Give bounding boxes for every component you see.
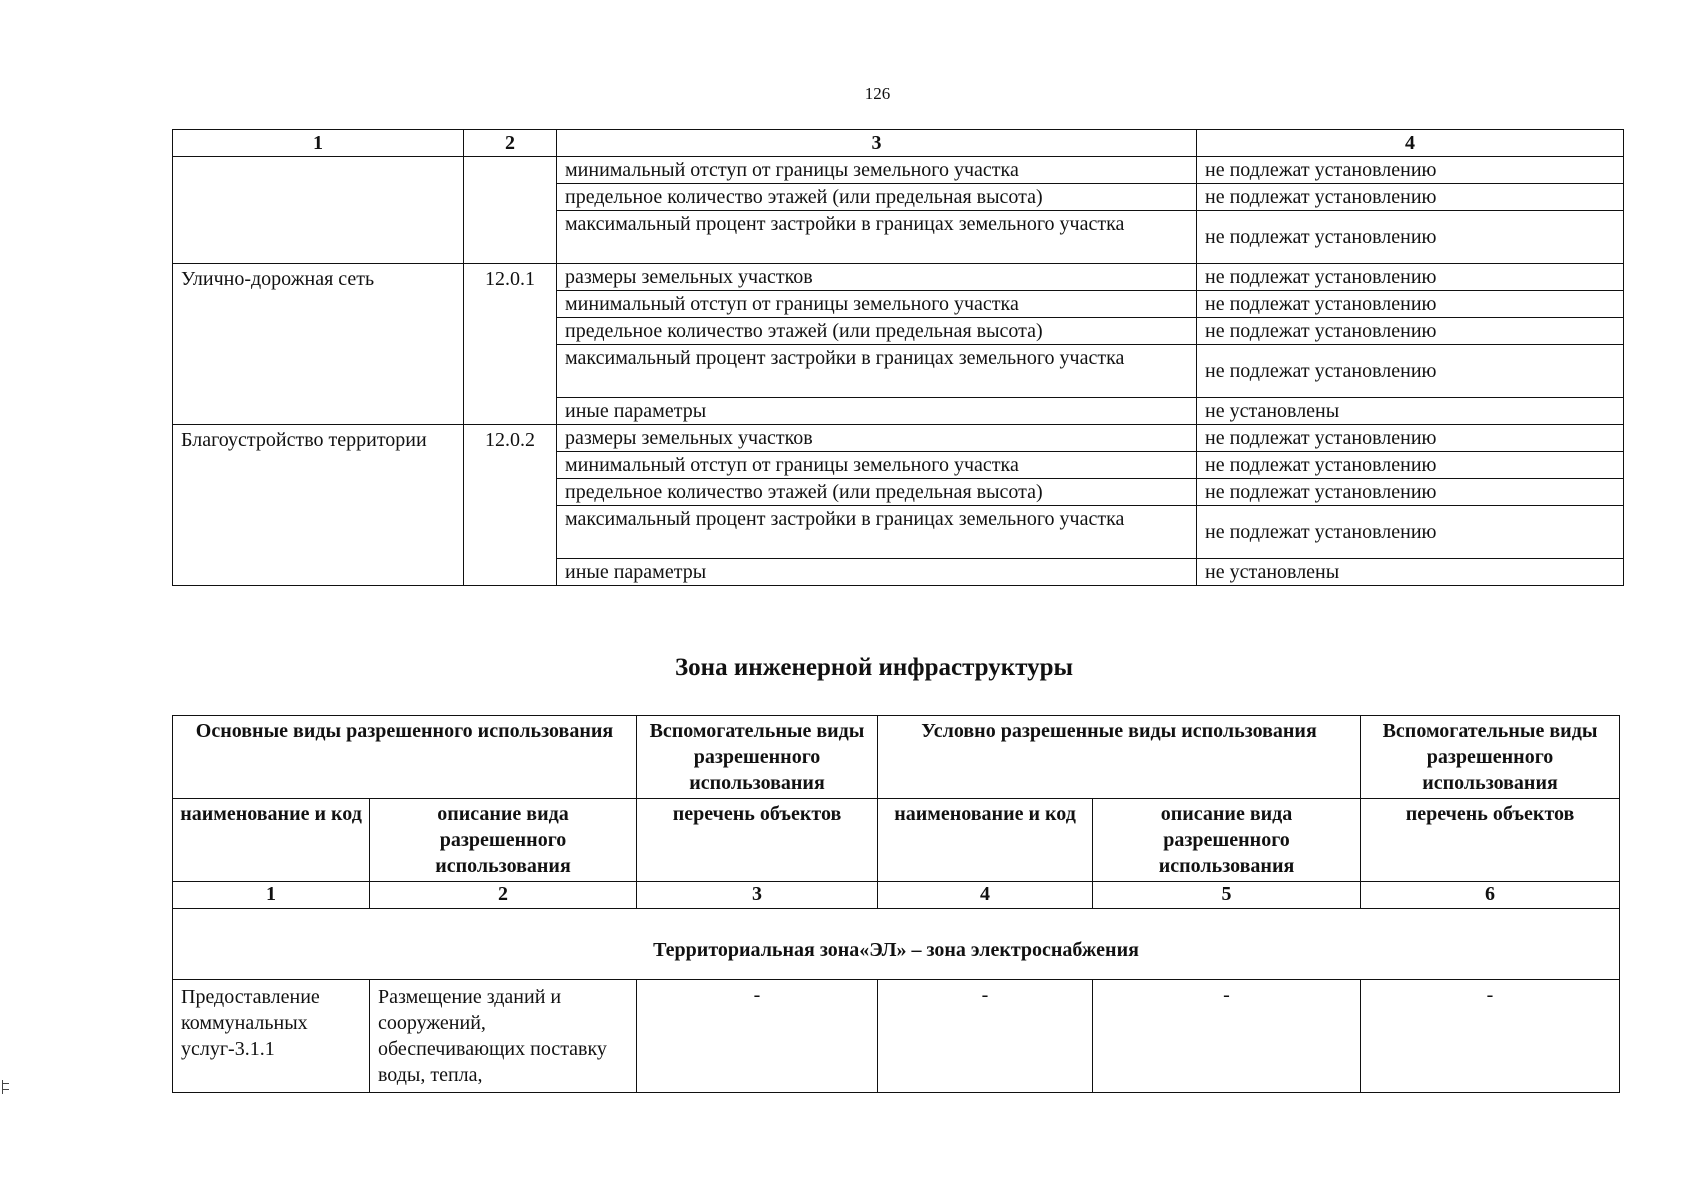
value-cell: не подлежат установлению bbox=[1197, 157, 1624, 184]
header-objects-list: перечень объектов bbox=[637, 799, 878, 882]
header-auxiliary-uses-conditional: Вспомогательные виды разрешенного использования bbox=[1361, 716, 1620, 799]
value-cell: не подлежат установлению bbox=[1197, 264, 1624, 291]
dash-cell: - bbox=[1361, 980, 1620, 1093]
column-number-3: 3 bbox=[557, 130, 1197, 157]
param-cell: иные параметры bbox=[557, 559, 1197, 586]
header-description: описание вида разрешенного использования bbox=[1093, 799, 1361, 882]
header-description: описание вида разрешенного использования bbox=[370, 799, 637, 882]
param-cell: минимальный отступ от границы земельного участка bbox=[557, 157, 1197, 184]
value-cell: не подлежат установлению bbox=[1197, 479, 1624, 506]
zone-title-row bbox=[173, 909, 1620, 980]
header-name-code: наименование и код bbox=[173, 799, 370, 882]
page-number: 126 bbox=[864, 84, 891, 103]
use-name-cell: Предоставление коммунальных услуг-3.1.1 bbox=[173, 980, 370, 1093]
dash-cell: - bbox=[1093, 980, 1361, 1093]
column-number-1: 1 bbox=[173, 882, 370, 909]
zone-uses-table bbox=[172, 715, 1620, 1093]
header-name-code: наименование и код bbox=[878, 799, 1093, 882]
header-auxiliary-uses: Вспомогательные виды разрешенного использования bbox=[637, 716, 878, 799]
column-number-5: 5 bbox=[1093, 882, 1361, 909]
value-cell: не подлежат установлению bbox=[1197, 345, 1624, 398]
use-name-cell: Благоустройство территории bbox=[173, 425, 464, 586]
value-cell: не подлежат установлению bbox=[1197, 211, 1624, 264]
param-cell: максимальный процент застройки в границах земельного участка bbox=[557, 345, 1197, 398]
value-cell: не подлежат установлению bbox=[1197, 452, 1624, 479]
use-code-cell: 12.0.2 bbox=[464, 425, 557, 586]
param-cell: максимальный процент застройки в границах земельного участка bbox=[557, 211, 1197, 264]
table-row bbox=[173, 980, 1620, 1093]
table-row bbox=[173, 425, 1624, 452]
value-cell: не подлежат установлению bbox=[1197, 318, 1624, 345]
use-description-cell: Размещение зданий и сооружений, обеспечивающих поставку воды, тепла, bbox=[370, 980, 637, 1093]
name-cell-empty bbox=[173, 157, 464, 264]
param-cell: минимальный отступ от границы земельного участка bbox=[557, 291, 1197, 318]
value-cell: не подлежат установлению bbox=[1197, 184, 1624, 211]
parameters-table bbox=[172, 129, 1624, 586]
code-cell-empty bbox=[464, 157, 557, 264]
table-row bbox=[173, 264, 1624, 291]
scan-margin-mark bbox=[2, 1080, 9, 1094]
param-cell: минимальный отступ от границы земельного участка bbox=[557, 452, 1197, 479]
use-code-cell: 12.0.1 bbox=[464, 264, 557, 425]
value-cell: не установлены bbox=[1197, 398, 1624, 425]
param-cell: предельное количество этажей (или предельная высота) bbox=[557, 479, 1197, 506]
use-name-cell: Улично-дорожная сеть bbox=[173, 264, 464, 425]
value-cell: не подлежат установлению bbox=[1197, 425, 1624, 452]
column-number-6: 6 bbox=[1361, 882, 1620, 909]
zone-table-header-row2 bbox=[173, 799, 1620, 882]
header-conditional-uses: Условно разрешенные виды использования bbox=[878, 716, 1361, 799]
param-cell: предельное количество этажей (или предельная высота) bbox=[557, 318, 1197, 345]
zone-title: Территориальная зона«ЭЛ» – зона электроснабжения bbox=[173, 909, 1620, 980]
value-cell: не подлежат установлению bbox=[1197, 291, 1624, 318]
column-number-2: 2 bbox=[464, 130, 557, 157]
param-cell: размеры земельных участков bbox=[557, 425, 1197, 452]
section-title: Зона инженерной инфраструктуры bbox=[674, 654, 1074, 681]
dash-cell: - bbox=[878, 980, 1093, 1093]
header-main-uses: Основные виды разрешенного использования bbox=[173, 716, 637, 799]
column-number-2: 2 bbox=[370, 882, 637, 909]
header-objects-list: перечень объектов bbox=[1361, 799, 1620, 882]
param-cell: иные параметры bbox=[557, 398, 1197, 425]
column-number-4: 4 bbox=[878, 882, 1093, 909]
table-row bbox=[173, 157, 1624, 184]
dash-cell: - bbox=[637, 980, 878, 1093]
param-cell: предельное количество этажей (или предельная высота) bbox=[557, 184, 1197, 211]
column-number-1: 1 bbox=[173, 130, 464, 157]
value-cell: не подлежат установлению bbox=[1197, 506, 1624, 559]
param-cell: максимальный процент застройки в границах земельного участка bbox=[557, 506, 1197, 559]
zone-table-column-numbers bbox=[173, 882, 1620, 909]
value-cell: не установлены bbox=[1197, 559, 1624, 586]
param-cell: размеры земельных участков bbox=[557, 264, 1197, 291]
parameters-table-header bbox=[173, 130, 1624, 157]
column-number-3: 3 bbox=[637, 882, 878, 909]
zone-table-header-row1 bbox=[173, 716, 1620, 799]
column-number-4: 4 bbox=[1197, 130, 1624, 157]
